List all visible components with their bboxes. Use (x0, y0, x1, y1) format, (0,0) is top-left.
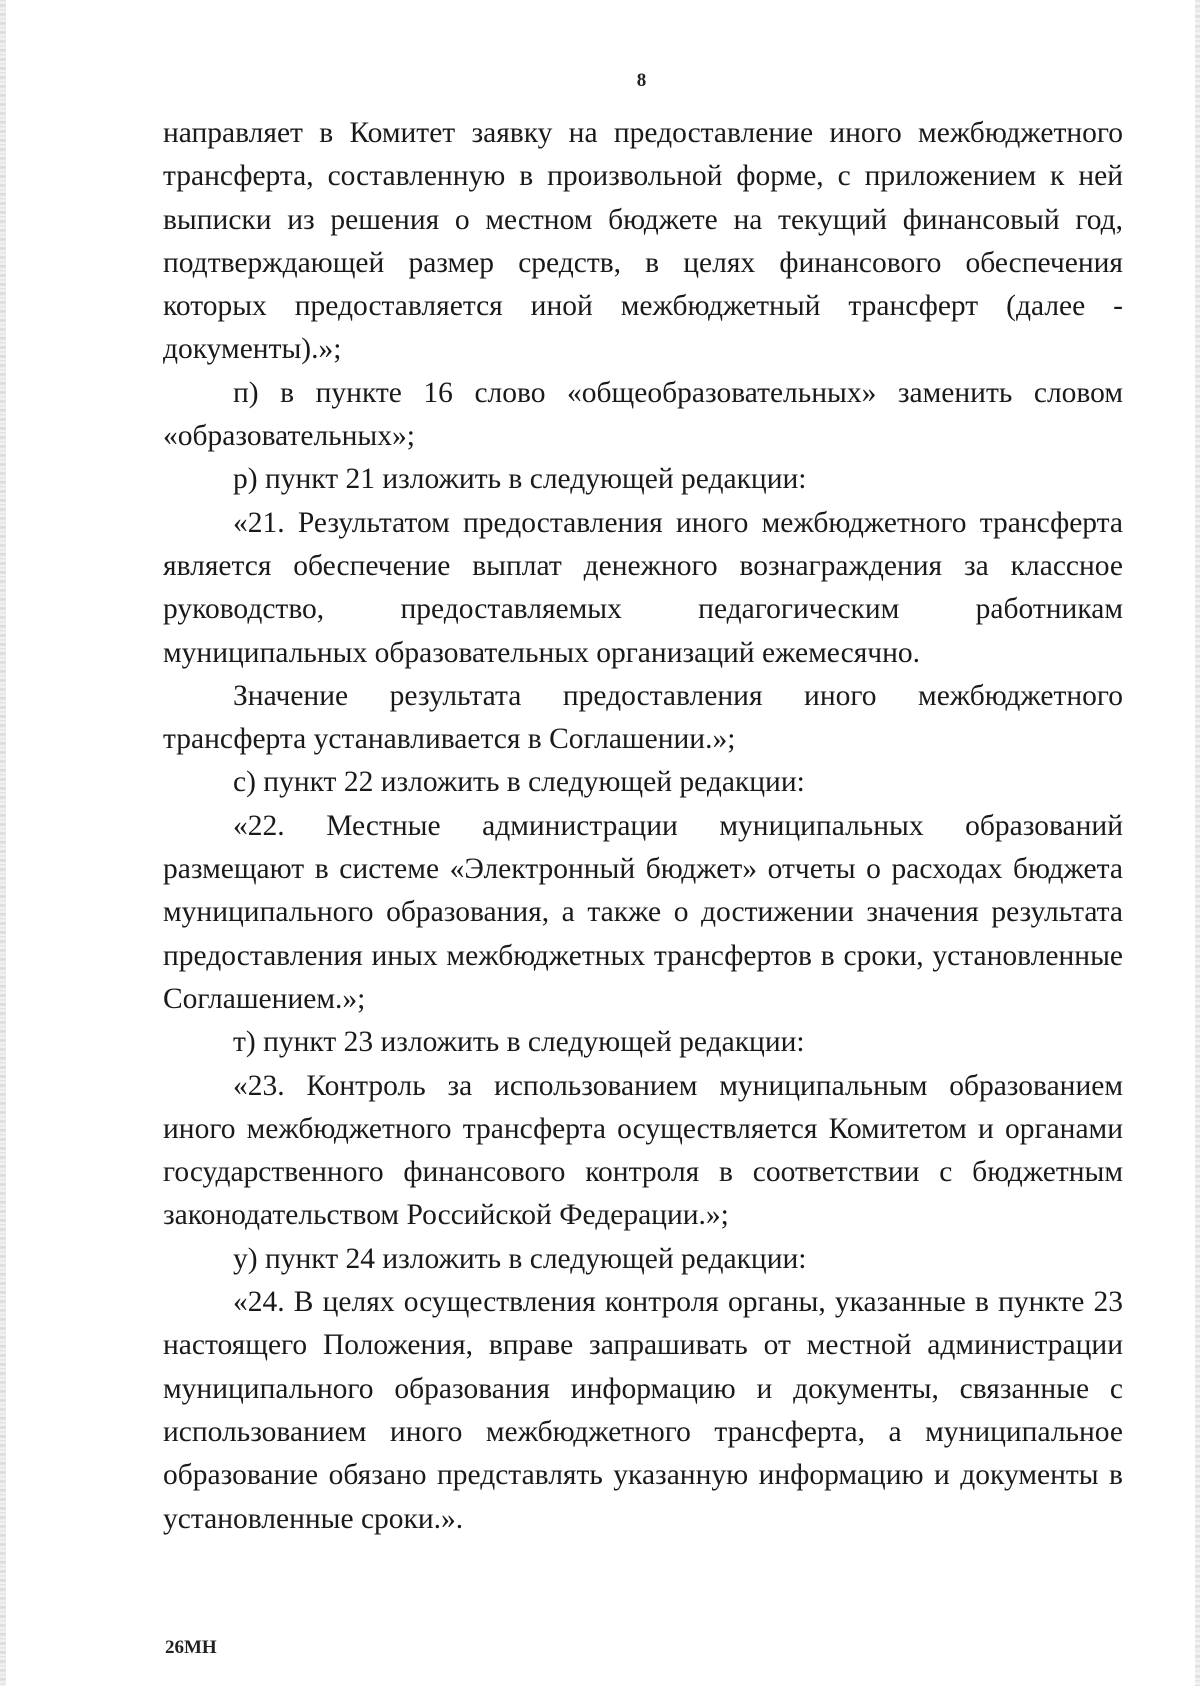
paragraph-clause-21: «21. Результатом предоставления иного межбюджетного трансферта является обеспечение выплат денежного вознаграждения за классное руководство, предоставляемых педагогическим работникам муниципальных образовательных организаций ежемесячно. (163, 506, 1123, 669)
scan-edge-left (0, 0, 6, 1686)
paragraph-clause-22: «22. Местные администрации муниципальных образований размещают в системе «Электронный бюджет» отчеты о расходах бюджета муниципального образования, а также о достижении значения результата предоставления иных межбюджетных трансфертов в сроки, установленные Соглашением.»; (163, 809, 1123, 1015)
paragraph-item-p: п) в пункте 16 слово «общеобразовательных» заменить словом «образовательных»; (163, 376, 1123, 453)
footer-code: 26МН (165, 1637, 217, 1658)
paragraph-item-t: т) пункт 23 изложить в следующей редакции: (233, 1026, 805, 1059)
paragraph-item-r: р) пункт 21 изложить в следующей редакции: (233, 463, 807, 496)
paragraph-clause-23: «23. Контроль за использованием муниципальным образованием иного межбюджетного трансферта осуществляется Комитетом и органами государственного финансового контроля в соответствии с бюджетным законодательством Российской Федерации.»; (163, 1069, 1123, 1232)
scan-edge-right (1195, 0, 1200, 1686)
paragraph-continuation: направляет в Комитет заявку на предоставление иного межбюджетного трансферта, составленную в произвольной форме, с приложением к ней выписки из решения о местном бюджете на текущий финансовый год, подтверждающей размер средств, в целях финансового обеспечения которых предоставляется иной межбюджетный трансферт (далее - документы).»; (163, 117, 1123, 366)
page-number: 8 (636, 70, 647, 91)
document-body (163, 112, 1123, 1541)
paragraph-clause-24: «24. В целях осуществления контроля органы, указанные в пункте 23 настоящего Положения, вправе запрашивать от местной администрации муниципального образования информацию и документы, связанные с использованием иного межбюджетного трансферта, а муниципальное образование обязано представлять указанную информацию и документы в установленные сроки.». (163, 1286, 1123, 1535)
paragraph-clause-21-value: Значение результата предоставления иного межбюджетного трансферта устанавливается в Соглашении.»; (163, 679, 1123, 756)
paragraph-item-u: у) пункт 24 изложить в следующей редакции: (233, 1242, 807, 1275)
paragraph-item-s: с) пункт 22 изложить в следующей редакции: (233, 766, 805, 799)
